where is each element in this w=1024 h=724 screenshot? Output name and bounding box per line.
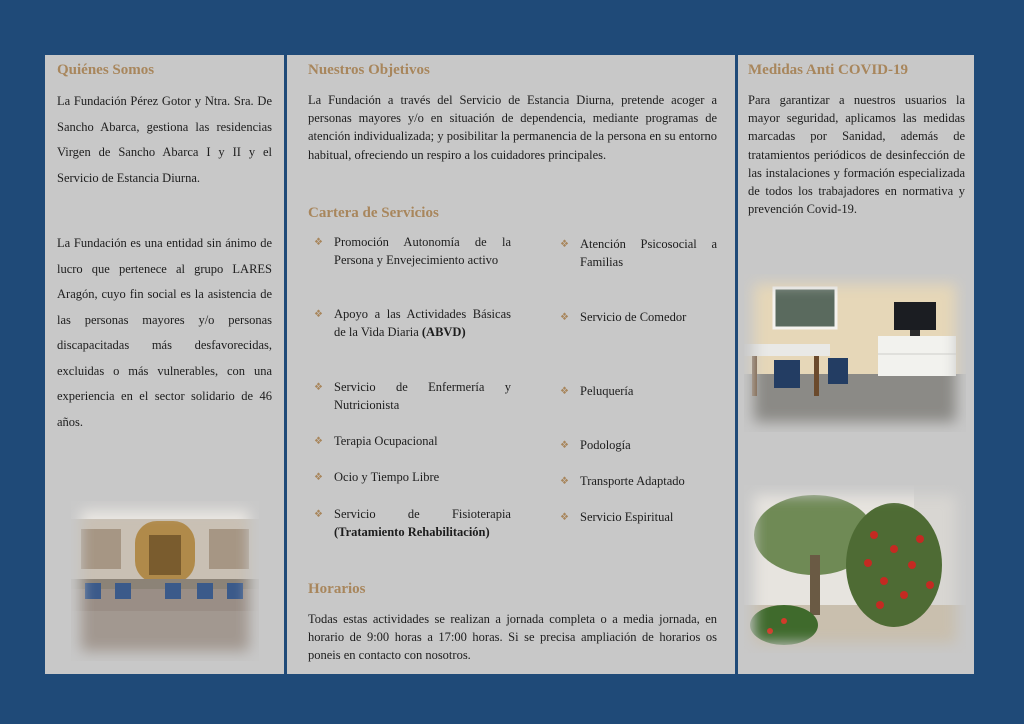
diamond-bullet-icon: ❖ <box>560 476 569 487</box>
diamond-bullet-icon: ❖ <box>314 436 323 447</box>
service-right-4: Podología <box>580 438 631 452</box>
service-left-4: Terapia Ocupacional <box>334 434 438 448</box>
panel-objetivos <box>287 55 735 674</box>
diamond-bullet-icon: ❖ <box>560 239 569 250</box>
column-divider <box>284 55 287 674</box>
cartera-title: Cartera de Servicios <box>308 205 439 221</box>
horarios-text: Todas estas actividades se realizan a jornada completa o a media jornada, en horario de 9:00 horas a 17:00 horas. Si se precisa ampliación de horarios os poneis en contacto con nosotros. <box>308 612 717 663</box>
diamond-bullet-icon: ❖ <box>560 386 569 397</box>
quienes-somos-para-1: La Fundación Pérez Gotor y Ntra. Sra. De Sancho Abarca, gestiona las residencias Virgen de Sancho Abarca I y II y el Servicio de Estancia Diurna. <box>57 94 272 185</box>
dayroom-photo <box>744 274 966 432</box>
diamond-bullet-icon: ❖ <box>314 382 323 393</box>
service-left-5: Ocio y Tiempo Libre <box>334 470 440 484</box>
quienes-somos-para-2: La Fundación es una entidad sin ánimo de lucro que pertenece al grupo LARES Aragón, cuyo fin social es la asistencia de las personas mayores y/o personas discapacitadas más desfavorecidas, excluidas o más vulnerables, con una experiencia en el sector solidario de 46 años. <box>57 236 272 429</box>
diamond-bullet-icon: ❖ <box>314 237 323 248</box>
service-right-3: Peluquería <box>580 384 634 398</box>
diamond-bullet-icon: ❖ <box>560 512 569 523</box>
service-left-2: Apoyo a las Actividades Básicas de la Vida Diaria (ABVD) <box>334 307 511 340</box>
garden-photo <box>744 485 966 653</box>
service-right-5: Transporte Adaptado <box>580 474 685 488</box>
diamond-bullet-icon: ❖ <box>314 509 323 520</box>
objetivos-text: La Fundación a través del Servicio de Estancia Diurna, pretende acoger a personas mayores y/o en situación de dependencia, mediante programas de atención individualizada; y posibilitar la permanencia de la persona en su entorno habitual, ofreciendo un respiro a los cuidadores principales. <box>308 93 717 162</box>
chapel-photo <box>71 501 259 661</box>
panel-quienes-somos <box>45 55 284 674</box>
service-right-2: Servicio de Comedor <box>580 310 687 324</box>
covid-title: Medidas Anti COVID-19 <box>748 62 909 78</box>
panel-covid <box>738 55 974 674</box>
diamond-bullet-icon: ❖ <box>314 309 323 320</box>
diamond-bullet-icon: ❖ <box>560 440 569 451</box>
diamond-bullet-icon: ❖ <box>314 472 323 483</box>
quienes-somos-title: Quiénes Somos <box>57 62 155 78</box>
diamond-bullet-icon: ❖ <box>560 312 569 323</box>
column-divider <box>735 55 738 674</box>
service-right-6: Servicio Espiritual <box>580 510 674 524</box>
service-left-6: Servicio de Fisioterapia (Tratamiento Rehabilitación) <box>334 507 511 540</box>
service-left-3: Servicio de Enfermería y Nutricionista <box>334 380 511 413</box>
objetivos-title: Nuestros Objetivos <box>308 62 430 78</box>
covid-text: Para garantizar a nuestros usuarios la mayor seguridad, aplicamos las medidas marcadas por Sanidad, además de tratamientos periódicos de desinfección de las instalaciones y formación especializada de todos los trabajadores en normativa y prevención Covid-19. <box>748 93 965 217</box>
horarios-title: Horarios <box>308 581 366 597</box>
service-right-1: Atención Psicosocial a Familias <box>580 237 717 270</box>
service-left-1: Promoción Autonomía de la Persona y Envejecimiento activo <box>334 235 511 268</box>
